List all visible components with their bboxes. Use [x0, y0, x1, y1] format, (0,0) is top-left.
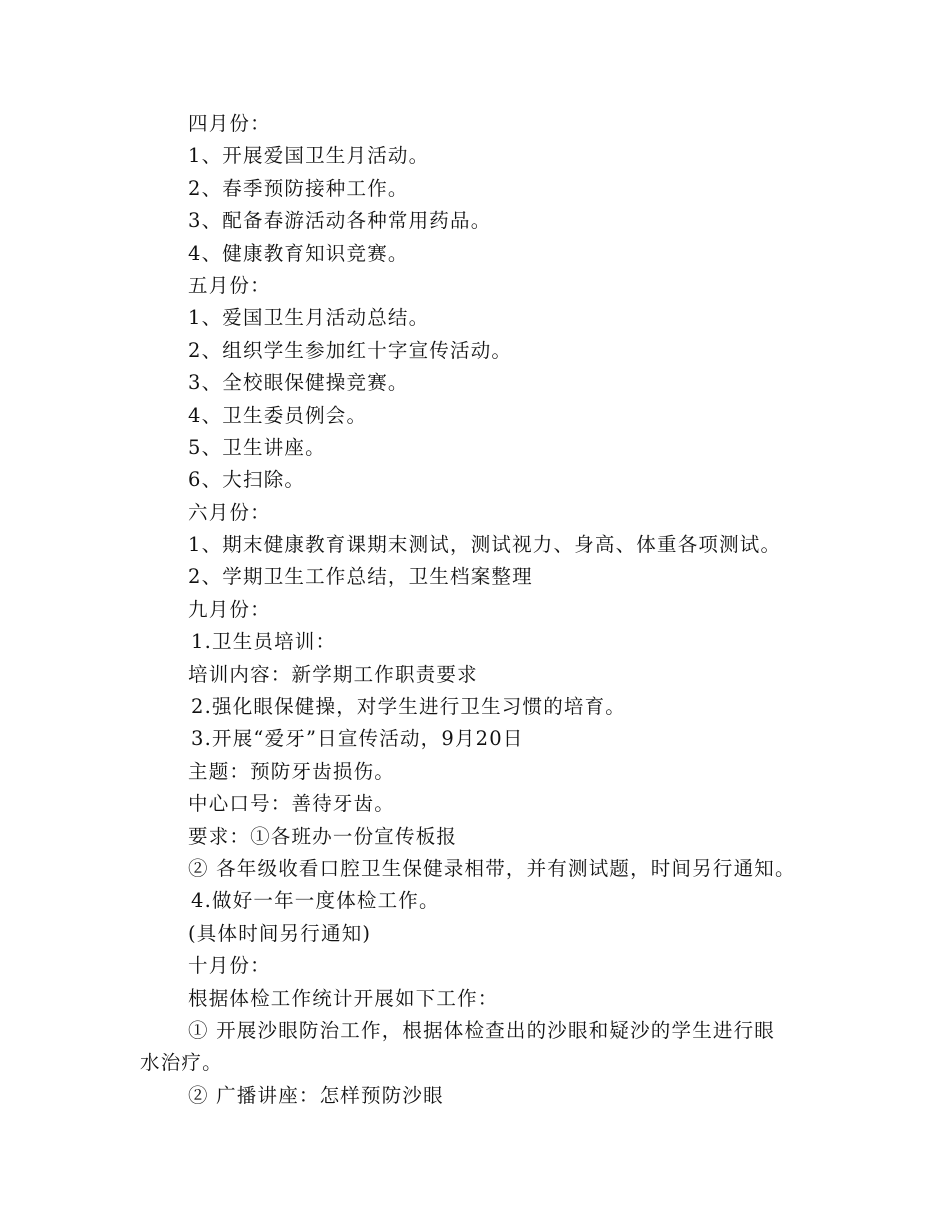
list-item: 5、卫生讲座。 [188, 435, 326, 459]
list-item: 2、春季预防接种工作。 [188, 176, 409, 200]
heading-may: 五月份： [188, 273, 271, 297]
paragraph-line: ② 广播讲座：怎样预防沙眼 [188, 1083, 444, 1107]
list-item: 1、开展爱国卫生月活动。 [188, 144, 430, 168]
list-item: 1.卫生员培训： [191, 630, 337, 654]
heading-april: 四月份： [188, 112, 271, 135]
list-item: 4、健康教育知识竞赛。 [188, 241, 409, 265]
paragraph-line: 水治疗。 [140, 1051, 223, 1075]
paragraph-line: 根据体检工作统计开展如下工作： [188, 986, 499, 1010]
paragraph-line: 要求：①各班办一份宣传板报 [188, 824, 458, 848]
paragraph-line: 培训内容：新学期工作职责要求 [188, 662, 478, 686]
list-item: 1、期末健康教育课期末测试，测试视力、身高、体重各项测试。 [188, 533, 782, 557]
list-item: 3、全校眼保健操竞赛。 [188, 371, 409, 395]
heading-october: 十月份： [188, 954, 271, 978]
list-item: 2、组织学生参加红十字宣传活动。 [188, 338, 513, 362]
list-item: 2.强化眼保健操，对学生进行卫生习惯的培育。 [191, 695, 627, 719]
list-item: 4.做好一年一度体检工作。 [191, 889, 440, 913]
paragraph-line: (具体时间另行通知) [188, 921, 372, 945]
heading-june: 六月份： [188, 500, 271, 524]
list-item: 3、配备春游活动各种常用药品。 [188, 209, 492, 233]
paragraph-line: ② 各年级收看口腔卫生保健录相带，并有测试题，时间另行通知。 [188, 856, 796, 880]
list-item: 4、卫生委员例会。 [188, 403, 368, 427]
paragraph-line: ① 开展沙眼防治工作，根据体检查出的沙眼和疑沙的学生进行眼 [188, 1018, 775, 1042]
list-item: 3.开展“爱牙”日宣传活动，9月20日 [191, 727, 524, 751]
list-item: 2、学期卫生工作总结，卫生档案整理 [188, 565, 533, 589]
paragraph-line: 主题：预防牙齿损伤。 [188, 759, 396, 783]
document-body [140, 108, 840, 1112]
list-item: 1、爱国卫生月活动总结。 [188, 306, 430, 330]
list-item: 6、大扫除。 [188, 468, 306, 492]
paragraph-line: 中心口号：善待牙齿。 [188, 792, 396, 816]
heading-september: 九月份： [188, 597, 271, 621]
